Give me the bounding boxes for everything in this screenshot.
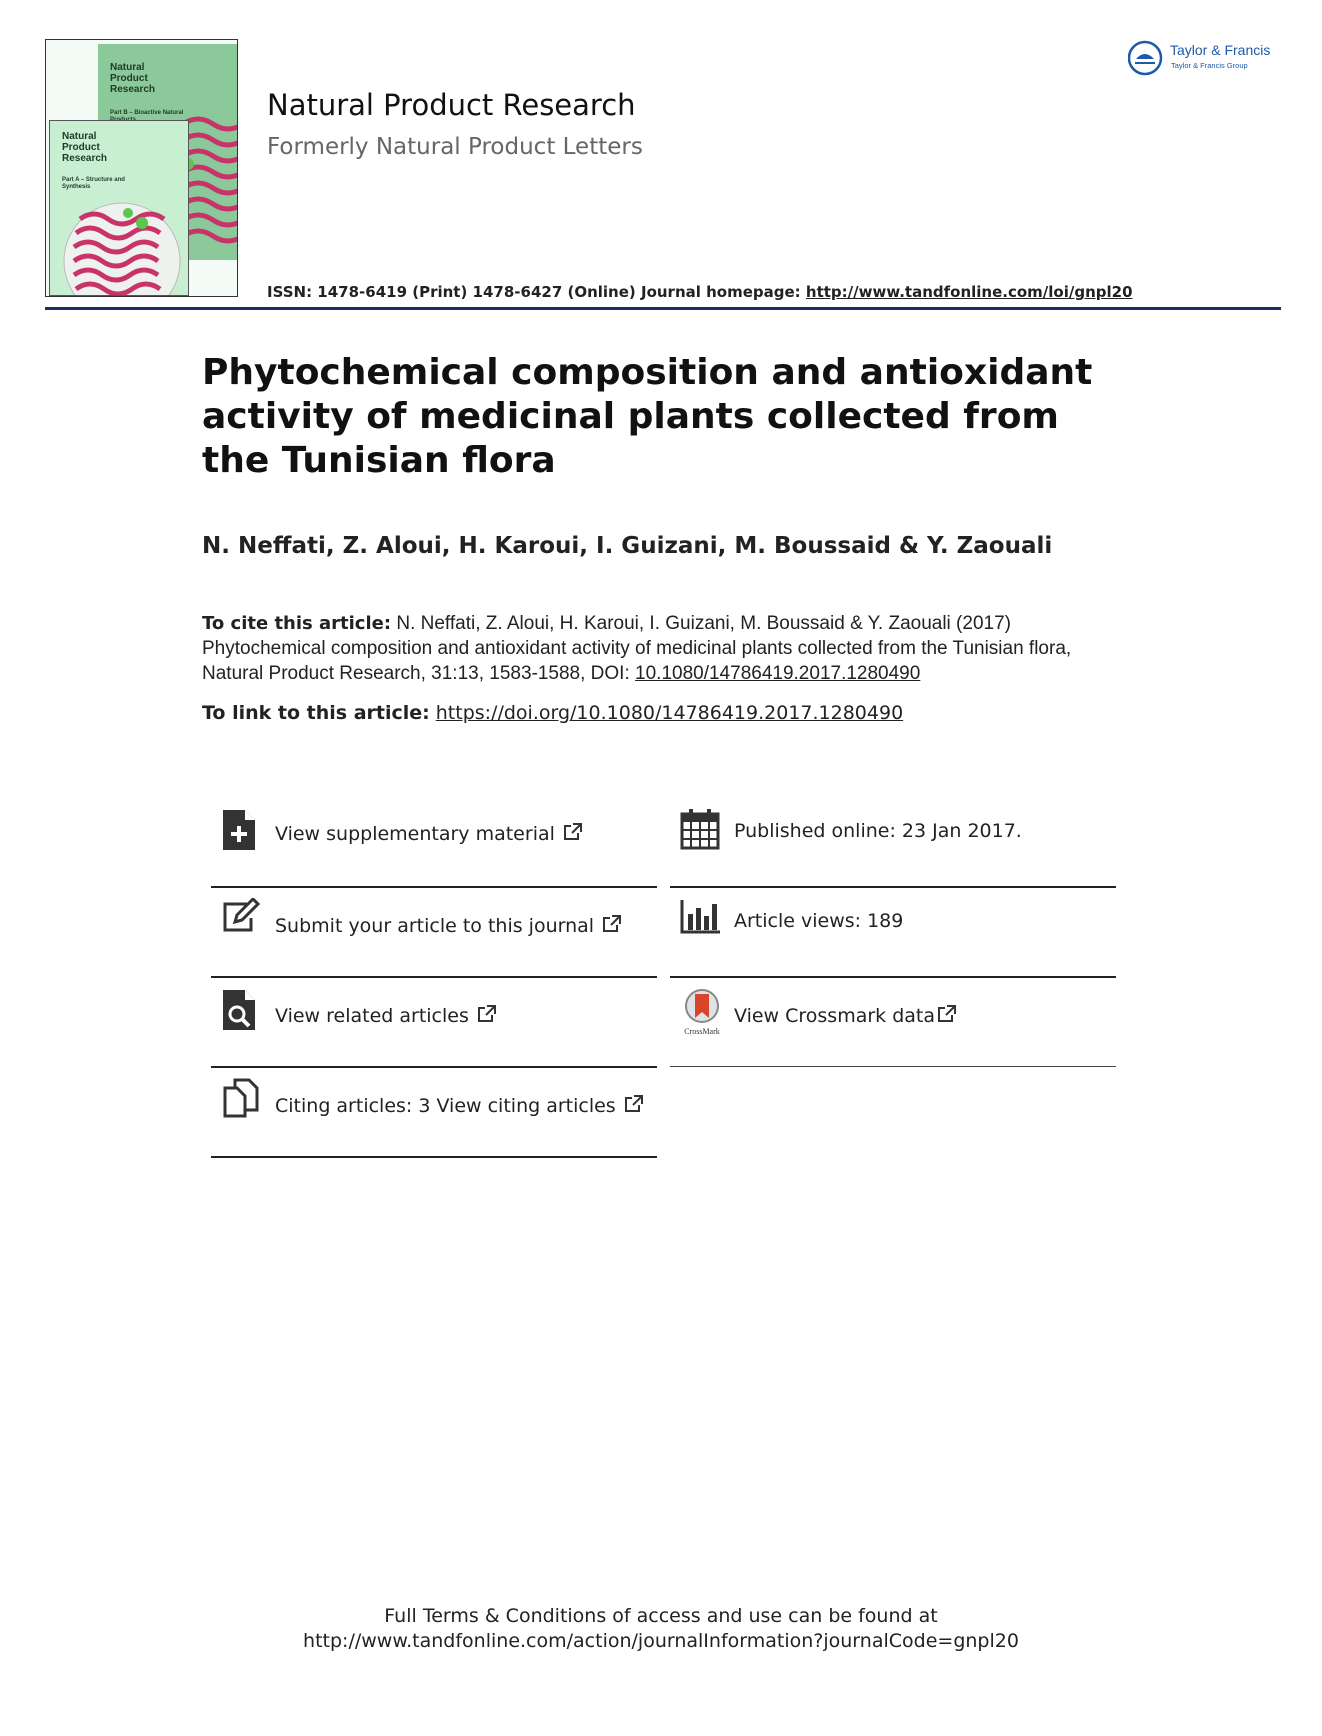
supplementary-material-label: View supplementary material (275, 822, 583, 845)
journal-title: Natural Product Research (267, 88, 636, 122)
divider-left-3 (211, 1066, 657, 1068)
citation-doi-link[interactable]: 10.1080/14786419.2017.1280490 (635, 663, 921, 684)
cover-back-title: Natural Product Research (110, 62, 156, 95)
external-link-icon (477, 1004, 497, 1024)
header-rule (45, 307, 1281, 310)
publisher-group: Taylor & Francis Group (1171, 61, 1248, 70)
citation-text: N. Neffati, Z. Aloui, H. Karoui, I. Guizani, M. Boussaid & Y. Zaouali (2017) Phytochemical composition and antioxidant activity of medicinal plants collected from the Tunisian flora, Natural Product Research, 31:13, 1583-1588, DOI: (202, 613, 1072, 684)
divider-right-1 (670, 886, 1116, 888)
crossmark-logo-icon (680, 988, 724, 1036)
cover-front-title: Natural Product Research (62, 131, 108, 164)
cover-front-part: Part A – Structure and Synthesis (62, 177, 125, 190)
journal-homepage-link[interactable]: http://www.tandfonline.com/loi/gnpl20 (805, 283, 1133, 301)
supplementary-material-link[interactable] (211, 808, 656, 896)
published-online-label: Published online: 23 Jan 2017. (734, 820, 1022, 842)
divider-right-3 (670, 1066, 1116, 1067)
divider-left-1 (211, 886, 657, 888)
issn-line (267, 283, 1133, 301)
article-title: Phytochemical composition and antioxidant activity of medicinal plants collected from the Tunisian flora (202, 352, 1093, 481)
external-link-icon (563, 822, 583, 842)
related-articles-label: View related articles (275, 1004, 497, 1027)
divider-left-4 (211, 1156, 657, 1158)
article-link-line (202, 702, 903, 724)
search-document-icon (221, 988, 257, 1032)
external-link-icon (624, 1094, 644, 1114)
journal-cover-image (45, 39, 238, 297)
submit-article-label: Submit your article to this journal (275, 914, 622, 937)
citing-articles-label: Citing articles: 3 View citing articles (275, 1094, 644, 1117)
cover-protein-ribbon-front (50, 121, 188, 295)
publisher-name: Taylor & Francis (1170, 42, 1271, 58)
journal-subtitle: Formerly Natural Product Letters (267, 134, 643, 160)
citing-articles-link[interactable] (211, 1078, 656, 1166)
article-views-label: Article views: 189 (734, 910, 904, 932)
article-views-info (670, 898, 1115, 986)
article-authors: N. Neffati, Z. Aloui, H. Karoui, I. Guizani, M. Boussaid & Y. Zaouali (202, 533, 1053, 559)
published-online-info (670, 808, 1115, 896)
related-articles-link[interactable] (211, 988, 656, 1076)
external-link-icon (937, 1004, 957, 1024)
cover-back-part: Part B – Bioactive Natural (110, 110, 184, 116)
file-plus-icon (221, 808, 257, 852)
citation-label: To cite this article: (202, 613, 392, 634)
edit-icon (221, 898, 261, 934)
bar-chart-icon (680, 898, 722, 934)
cover-front-panel (49, 120, 189, 296)
terms-footer-url[interactable]: http://www.tandfonline.com/action/journalInformation?journalCode=gnpl20 (303, 1630, 1019, 1652)
copy-documents-icon (221, 1078, 261, 1118)
divider-right-2 (670, 976, 1116, 978)
terms-footer-line1: Full Terms & Conditions of access and use can be found at (384, 1605, 938, 1627)
issn-text: ISSN: 1478-6419 (Print) 1478-6427 (Online) Journal homepage: (267, 283, 806, 301)
crossmark-link[interactable] (670, 988, 1115, 1076)
submit-article-link[interactable] (211, 898, 656, 986)
crossmark-logo-text: CrossMark (684, 1027, 720, 1036)
article-doi-url[interactable]: https://doi.org/10.1080/14786419.2017.1280490 (435, 702, 904, 724)
external-link-icon (602, 914, 622, 934)
citation-block (202, 611, 1132, 686)
calendar-icon (680, 808, 720, 850)
divider-left-2 (211, 976, 657, 978)
article-link-label: To link to this article: (202, 702, 430, 724)
crossmark-label: View Crossmark data (734, 1004, 957, 1027)
